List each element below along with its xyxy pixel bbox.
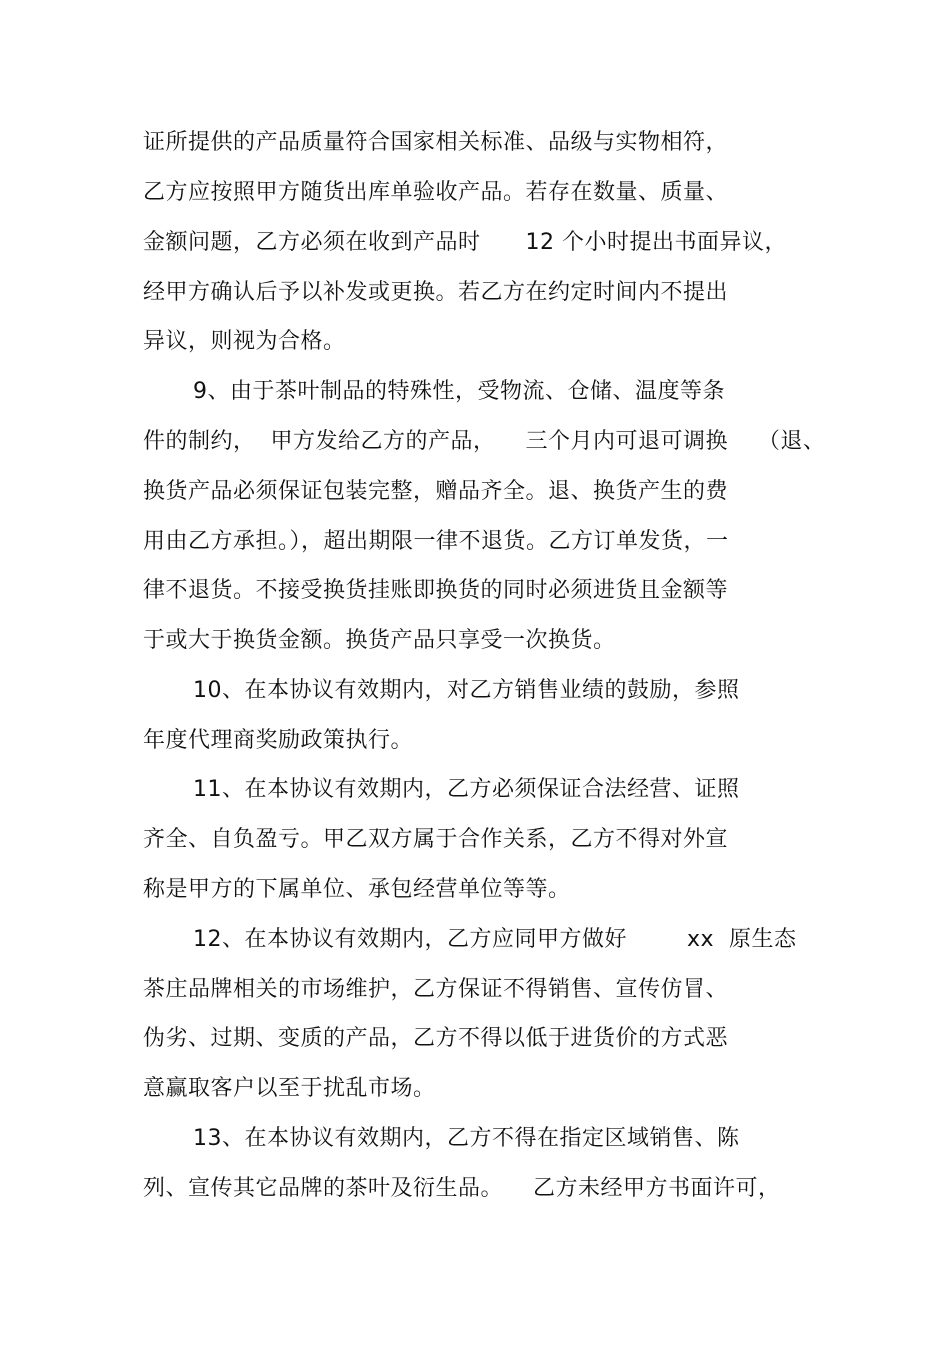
text-line: 伪劣、过期、变质的产品，乙方不得以低于进货价的方式恶 <box>143 1026 729 1051</box>
text-line: 年度代理商奖励政策执行。 <box>143 728 414 753</box>
text-line: 用由乙方承担。），超出期限一律不退货。乙方订单发货，一 <box>143 529 729 554</box>
paragraph-start-9: 9、由于茶叶制品的特殊性，受物流、仓储、温度等条 <box>193 379 725 404</box>
paragraph-start-11: 11、在本协议有效期内，乙方必须保证合法经营、证照 <box>193 777 740 802</box>
text-line: 律不退货。不接受换货挂账即换货的同时必须进货且金额等 <box>143 578 729 603</box>
text-line: 异议，则视为合格。 <box>143 329 346 354</box>
paragraph-start-10: 10、在本协议有效期内，对乙方销售业绩的鼓励，参照 <box>193 678 740 703</box>
paragraph-start-12: 12、在本协议有效期内，乙方应同甲方做好 xx 原生态 <box>193 927 797 952</box>
text-line: 件的制约， 甲方发给乙方的产品， 三个月内可退可调换 （退、 <box>143 429 826 454</box>
text-line: 换货产品必须保证包装完整，赠品齐全。退、换货产生的费 <box>143 479 729 504</box>
text-line: 齐全、自负盈亏。甲乙双方属于合作关系，乙方不得对外宣 <box>143 827 729 852</box>
text-line: 证所提供的产品质量符合国家相关标准、品级与实物相符， <box>143 130 729 155</box>
text-line: 称是甲方的下属单位、承包经营单位等等。 <box>143 877 571 902</box>
text-line: 意赢取客户以至于扰乱市场。 <box>143 1076 436 1101</box>
text-line: 乙方应按照甲方随货出库单验收产品。若存在数量、质量、 <box>143 180 729 205</box>
text-line: 金额问题，乙方必须在收到产品时 12 个小时提出书面异议， <box>143 230 787 255</box>
text-line: 茶庄品牌相关的市场维护，乙方保证不得销售、宣传仿冒、 <box>143 977 729 1002</box>
text-line: 列、宣传其它品牌的茶叶及衍生品。 乙方未经甲方书面许可， <box>143 1176 781 1201</box>
paragraph-start-13: 13、在本协议有效期内，乙方不得在指定区域销售、陈 <box>193 1126 740 1151</box>
text-line: 于或大于换货金额。换货产品只享受一次换货。 <box>143 628 616 653</box>
text-line: 经甲方确认后予以补发或更换。若乙方在约定时间内不提出 <box>143 280 729 305</box>
